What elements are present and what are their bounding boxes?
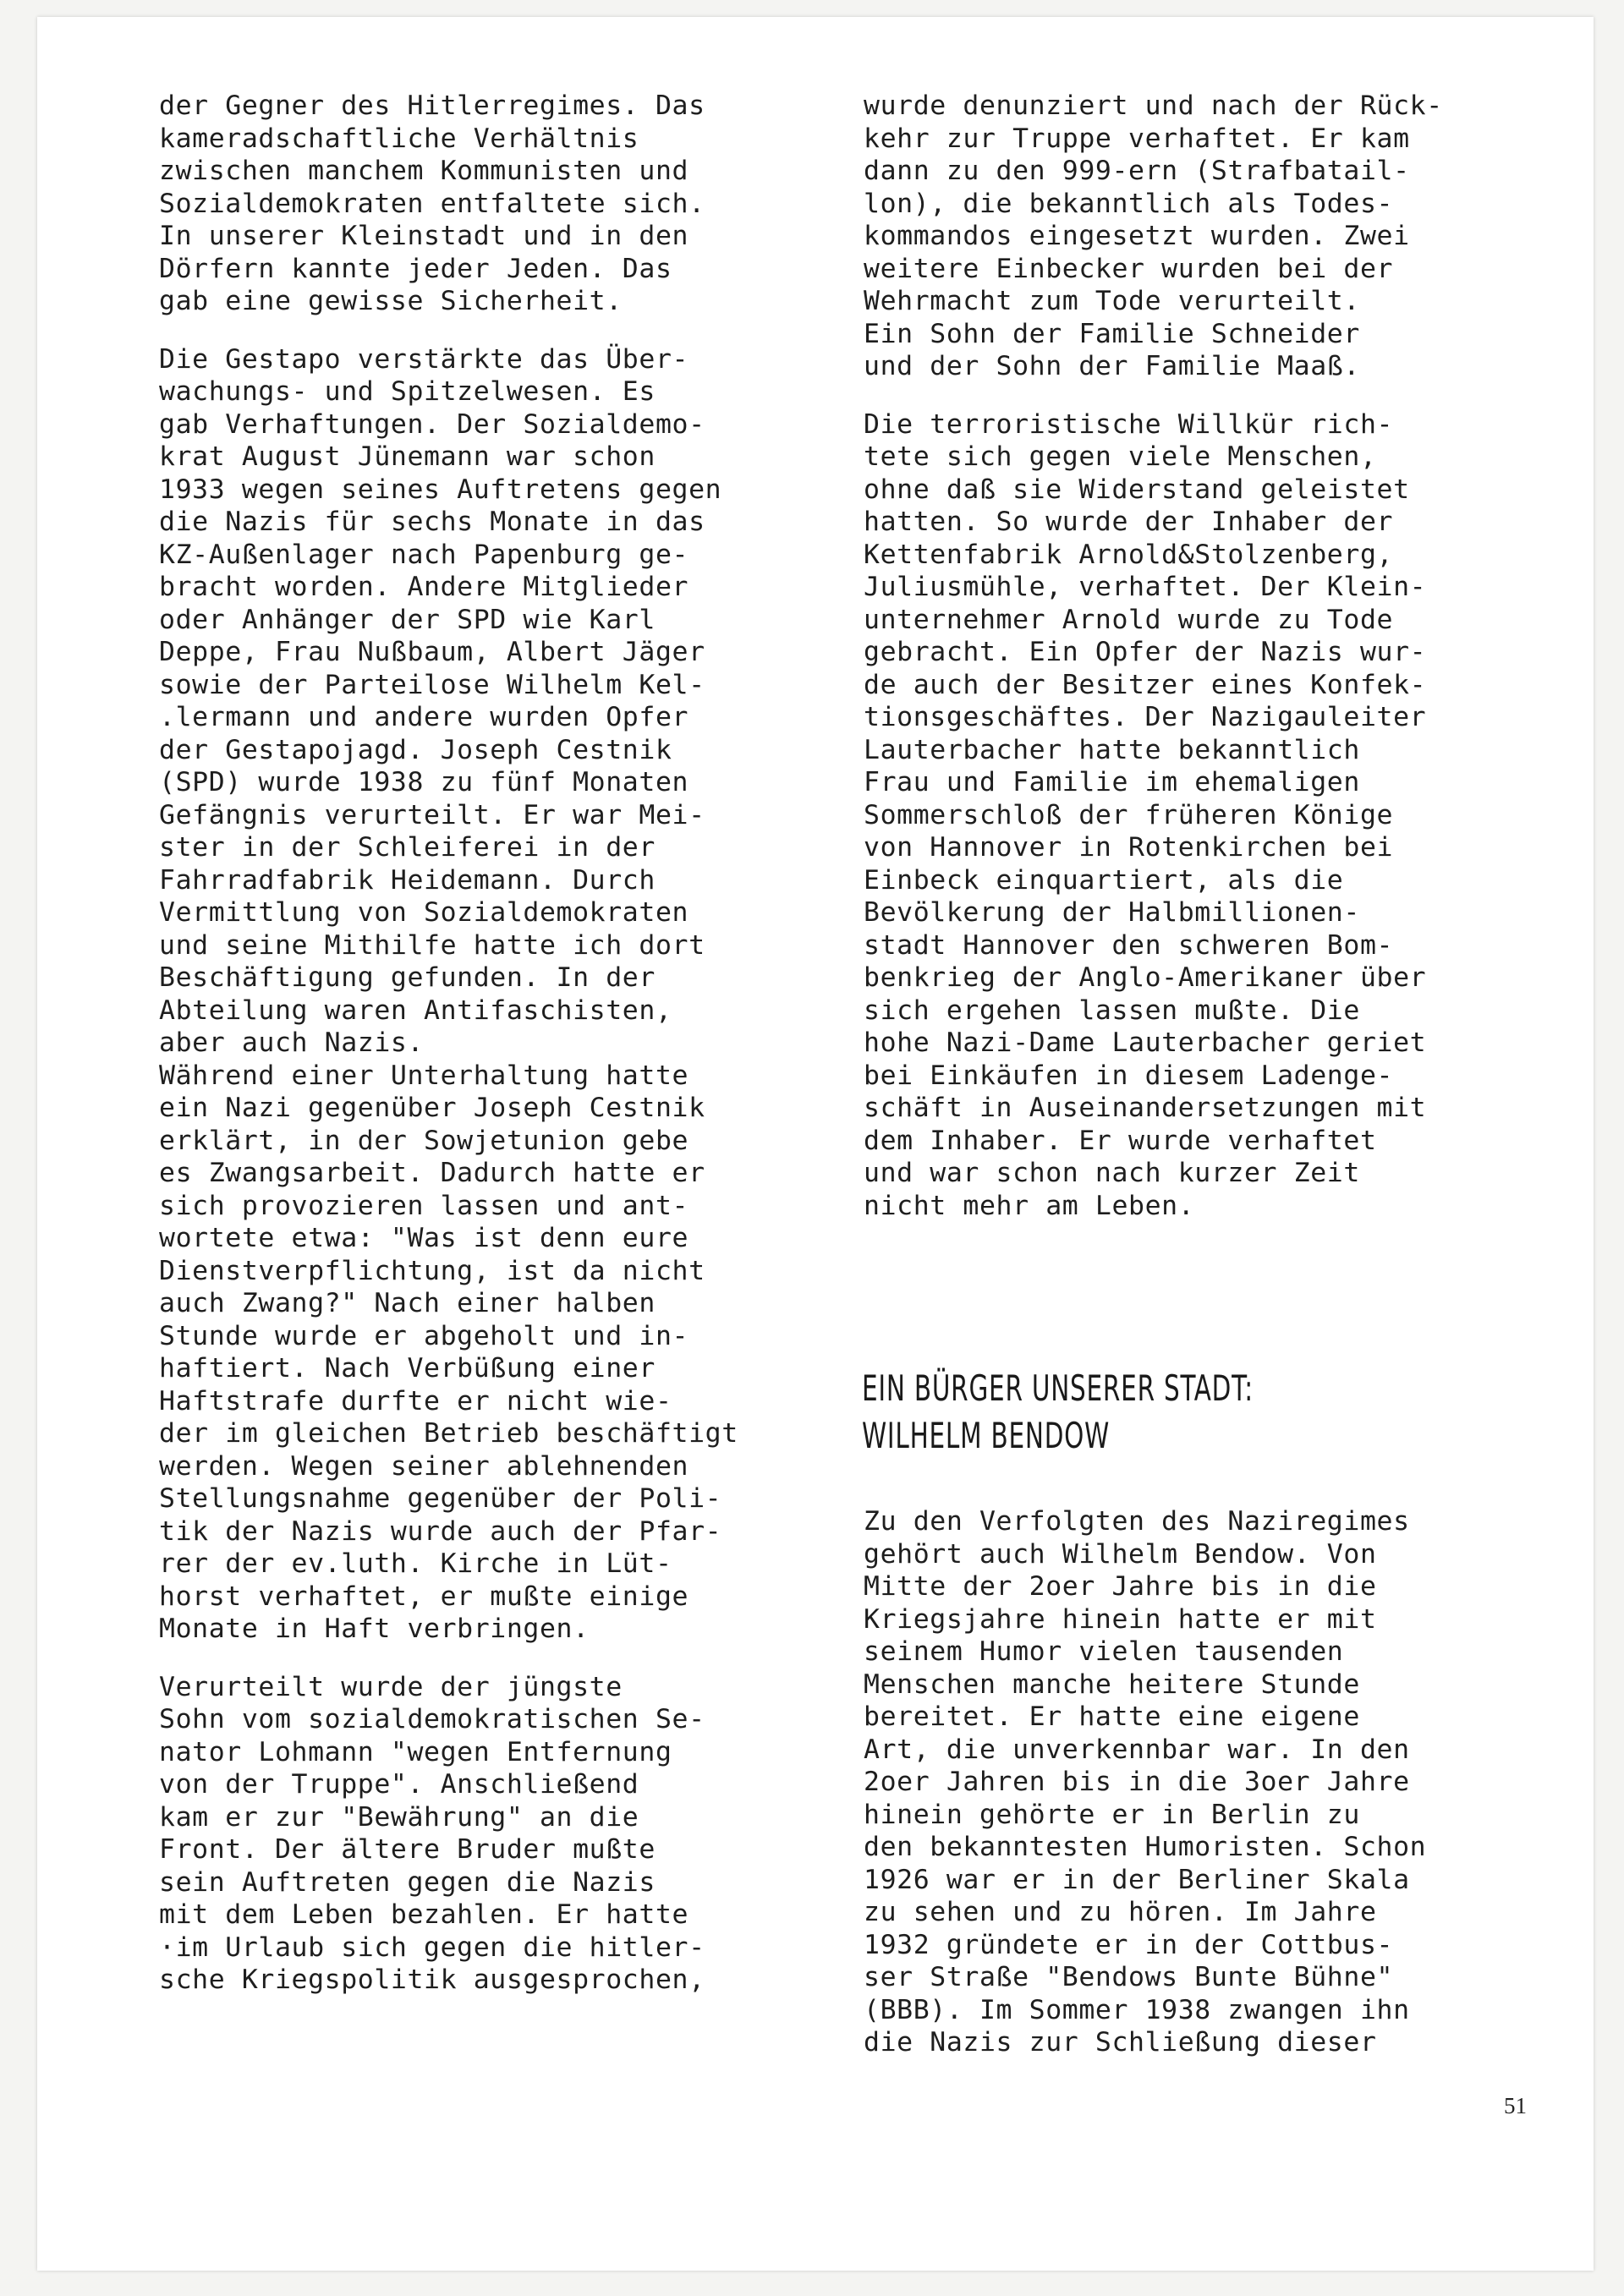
text-line: Abteilung waren Antifaschisten, <box>159 995 672 1026</box>
text-line: sowie der Parteilose Wilhelm Kel- <box>159 669 705 700</box>
text-line: rer der ev.luth. Kirche in Lüt- <box>159 1548 672 1579</box>
left-paragraph-1 <box>159 90 853 318</box>
text-line: Menschen manche heitere Stunde <box>864 1669 1360 1700</box>
text-line: bereitet. Er hatte eine eigene <box>864 1701 1360 1732</box>
text-line: mit dem Leben bezahlen. Er hatte <box>159 1899 689 1930</box>
section-heading-line-2: WILHELM BENDOW <box>862 1415 1111 1456</box>
text-line: der im gleichen Betrieb beschäftigt <box>159 1418 738 1449</box>
section-heading <box>862 1365 1254 1460</box>
text-line: dann zu den 999-ern (Strafbatail- <box>864 156 1410 186</box>
text-line: 1933 wegen seines Auftretens gegen <box>159 474 722 505</box>
text-line: Bevölkerung der Halbmillionen- <box>864 897 1360 928</box>
left-paragraph-2 <box>159 343 853 1646</box>
text-line: hohe Nazi-Dame Lauterbacher geriet <box>864 1027 1427 1058</box>
text-line: Zu den Verfolgten des Naziregimes <box>864 1506 1410 1537</box>
text-line: zu sehen und zu hören. Im Jahre <box>864 1897 1377 1927</box>
text-line: unternehmer Arnold wurde zu Tode <box>864 604 1394 635</box>
text-line: tete sich gegen viele Menschen, <box>864 441 1377 472</box>
text-line: 1932 gründete er in der Cottbus- <box>864 1929 1394 1960</box>
right-paragraph-2 <box>864 408 1540 1223</box>
text-line: benkrieg der Anglo-Amerikaner über <box>864 962 1427 993</box>
text-line: Lauterbacher hatte bekanntlich <box>864 734 1360 765</box>
text-line: ser Straße "Bendows Bunte Bühne" <box>864 1962 1394 1992</box>
text-line: bei Einkäufen in diesem Ladenge- <box>864 1060 1394 1091</box>
section-heading-line-1: EIN BÜRGER UNSERER STADT: <box>862 1367 1254 1409</box>
text-line: es Zwangsarbeit. Dadurch hatte er <box>159 1158 705 1188</box>
right-paragraph-1 <box>864 90 1540 383</box>
text-line: nicht mehr am Leben. <box>864 1190 1195 1221</box>
text-line: Sohn vom sozialdemokratischen Se- <box>159 1704 705 1734</box>
text-line: Die terroristische Willkür rich- <box>864 408 1394 440</box>
text-line: sich provozieren lassen und ant- <box>159 1190 689 1221</box>
text-line: lon), die bekanntlich als Todes- <box>864 188 1394 219</box>
text-line: Gefängnis verurteilt. Er war Mei- <box>159 799 705 830</box>
text-line: Sozialdemokraten entfaltete sich. <box>159 188 705 219</box>
text-line: sein Auftreten gegen die Nazis <box>159 1866 656 1898</box>
text-line: gehört auch Wilhelm Bendow. Von <box>864 1538 1377 1570</box>
text-line: sche Kriegspolitik ausgesprochen, <box>159 1964 705 1995</box>
text-line: Front. Der ältere Bruder mußte <box>159 1834 656 1865</box>
text-line: dem Inhaber. Er wurde verhaftet <box>864 1125 1377 1156</box>
right-paragraph-3 <box>864 1505 1540 2059</box>
text-line: 2oer Jahren bis in die 3oer Jahre <box>864 1767 1410 1797</box>
text-line: kam er zur "Bewährung" an die <box>159 1801 639 1833</box>
text-line: Monate in Haft verbringen. <box>159 1614 590 1644</box>
text-line: ster in der Schleiferei in der <box>159 832 656 863</box>
text-line: (SPD) wurde 1938 zu fünf Monaten <box>159 767 689 797</box>
left-column <box>159 90 853 1997</box>
text-line: tik der Nazis wurde auch der Pfar- <box>159 1515 722 1547</box>
text-line: ·im Urlaub sich gegen die hitler- <box>159 1932 705 1963</box>
text-line: Die Gestapo verstärkte das Über- <box>159 343 689 375</box>
page-number: 51 <box>1504 2093 1527 2118</box>
text-line: wortete etwa: "Was ist denn eure <box>159 1223 689 1253</box>
text-line: erklärt, in der Sowjetunion gebe <box>159 1125 689 1156</box>
text-line: Juliusmühle, verhaftet. Der Klein- <box>864 572 1427 602</box>
text-line: Art, die unverkennbar war. In den <box>864 1734 1410 1765</box>
text-line: haftiert. Nach Verbüßung einer <box>159 1353 656 1384</box>
text-line: Vermittlung von Sozialdemokraten <box>159 897 689 928</box>
text-line: Fahrradfabrik Heidemann. Durch <box>159 864 656 896</box>
text-line: Verurteilt wurde der jüngste <box>159 1671 623 1702</box>
text-line: stadt Hannover den schweren Bom- <box>864 929 1394 961</box>
text-line: von Hannover in Rotenkirchen bei <box>864 832 1394 863</box>
text-line: kameradschaftliche Verhältnis <box>159 123 639 154</box>
right-column-lower <box>864 1505 1540 2059</box>
text-line: gab eine gewisse Sicherheit. <box>159 286 623 316</box>
document-page <box>37 17 1594 2271</box>
text-line: bracht worden. Andere Mitglieder <box>159 572 689 602</box>
text-line: sich ergehen lassen mußte. Die <box>864 995 1360 1026</box>
text-line: auch Zwang?" Nach einer halben <box>159 1288 656 1318</box>
text-line: Dörfern kannte jeder Jeden. Das <box>159 253 672 284</box>
text-line: und der Sohn der Familie Maaß. <box>864 351 1360 381</box>
text-line: Sommerschloß der früheren Könige <box>864 799 1394 830</box>
text-line: krat August Jünemann war schon <box>159 441 656 472</box>
text-line: Stellungsnahme gegenüber der Poli- <box>159 1483 722 1514</box>
text-line: kehr zur Truppe verhaftet. Er kam <box>864 123 1410 154</box>
text-line: weitere Einbecker wurden bei der <box>864 253 1394 284</box>
text-line: de auch der Besitzer eines Konfek- <box>864 669 1427 700</box>
text-line: Beschäftigung gefunden. In der <box>159 962 656 993</box>
text-line: hatten. So wurde der Inhaber der <box>864 507 1394 537</box>
text-line: und war schon nach kurzer Zeit <box>864 1158 1360 1188</box>
text-line: oder Anhänger der SPD wie Karl <box>159 604 656 635</box>
text-line: aber auch Nazis. <box>159 1027 425 1058</box>
text-line: Deppe, Frau Nußbaum, Albert Jäger <box>159 637 705 667</box>
text-line: zwischen manchem Kommunisten und <box>159 156 689 186</box>
text-line: gebracht. Ein Opfer der Nazis wur- <box>864 637 1427 667</box>
text-line: Dienstverpflichtung, ist da nicht <box>159 1255 705 1286</box>
text-line: Stunde wurde er abgeholt und in- <box>159 1320 689 1351</box>
text-line: die Nazis zur Schließung dieser <box>864 2027 1377 2058</box>
text-line: hinein gehörte er in Berlin zu <box>864 1799 1360 1830</box>
text-line: Mitte der 2oer Jahre bis in die <box>864 1571 1377 1602</box>
text-line: kommandos eingesetzt wurden. Zwei <box>864 221 1410 251</box>
text-line: KZ-Außenlager nach Papenburg ge- <box>159 539 689 570</box>
text-line: tionsgeschäftes. Der Nazigauleiter <box>864 702 1427 732</box>
text-line: Ein Sohn der Familie Schneider <box>864 318 1360 349</box>
text-line: In unserer Kleinstadt und in den <box>159 221 689 251</box>
text-line: 1926 war er in der Berliner Skala <box>864 1864 1410 1895</box>
text-line: der Gegner des Hitlerregimes. Das <box>159 90 705 121</box>
text-line: schäft in Auseinandersetzungen mit <box>864 1093 1427 1123</box>
text-line: nator Lohmann "wegen Entfernung <box>159 1736 672 1767</box>
left-paragraph-3 <box>159 1671 853 1997</box>
text-line: Einbeck einquartiert, als die <box>864 864 1344 896</box>
text-line: Kettenfabrik Arnold&Stolzenberg, <box>864 539 1394 570</box>
text-line: gab Verhaftungen. Der Sozialdemo- <box>159 408 705 440</box>
text-line: wurde denunziert und nach der Rück- <box>864 90 1443 121</box>
text-line: wachungs- und Spitzelwesen. Es <box>159 376 656 407</box>
text-line: Wehrmacht zum Tode verurteilt. <box>864 286 1360 316</box>
text-line: die Nazis für sechs Monate in das <box>159 507 705 537</box>
text-line: .lermann und andere wurden Opfer <box>159 702 689 732</box>
text-line: ein Nazi gegenüber Joseph Cestnik <box>159 1093 705 1123</box>
text-line: und seine Mithilfe hatte ich dort <box>159 929 705 961</box>
text-line: den bekanntesten Humoristen. Schon <box>864 1832 1427 1862</box>
text-line: seinem Humor vielen tausenden <box>864 1636 1344 1667</box>
right-column <box>864 90 1540 1222</box>
text-line: Kriegsjahre hinein hatte er mit <box>864 1603 1377 1635</box>
text-line: der Gestapojagd. Joseph Cestnik <box>159 734 672 765</box>
text-line: werden. Wegen seiner ablehnenden <box>159 1450 689 1482</box>
text-line: ohne daß sie Widerstand geleistet <box>864 474 1410 505</box>
text-line: von der Truppe". Anschließend <box>159 1769 639 1800</box>
text-line: horst verhaftet, er mußte einige <box>159 1581 689 1612</box>
text-line: Frau und Familie im ehemaligen <box>864 767 1360 797</box>
text-line: Haftstrafe durfte er nicht wie- <box>159 1385 672 1417</box>
text-line: Während einer Unterhaltung hatte <box>159 1060 689 1091</box>
text-line: (BBB). Im Sommer 1938 zwangen ihn <box>864 1994 1410 2025</box>
